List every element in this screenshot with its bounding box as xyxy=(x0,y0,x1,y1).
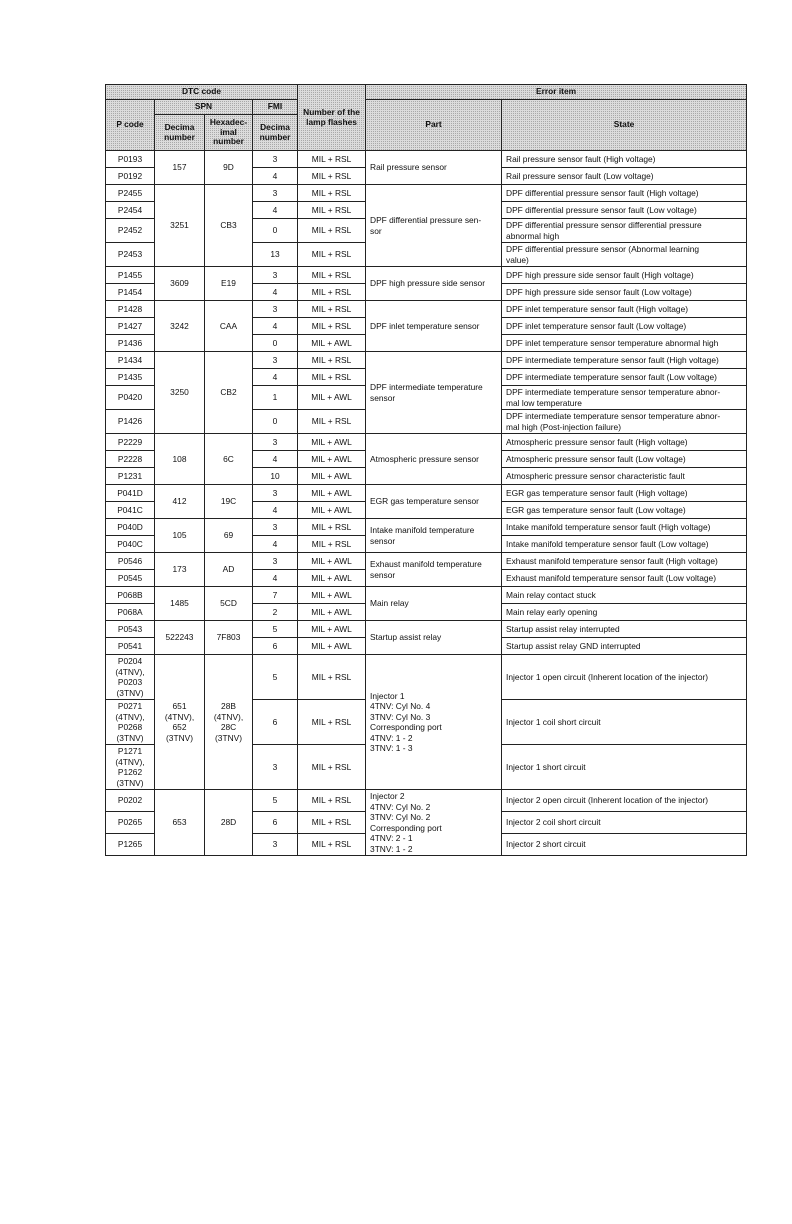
lamp-flashes-cell: MIL + AWL xyxy=(298,604,366,621)
header-spn: SPN xyxy=(155,100,253,115)
lamp-flashes-cell: MIL + RSL xyxy=(298,185,366,202)
state-cell: DPF inlet temperature sensor temperature abnormal high xyxy=(502,335,747,352)
state-cell: DPF differential pressure sensor (Abnormal learning value) xyxy=(502,243,747,267)
p-code-cell: P068A xyxy=(106,604,155,621)
fmi-cell: 3 xyxy=(253,485,298,502)
lamp-flashes-cell: MIL + RSL xyxy=(298,151,366,168)
spn-hex-cell: CB2 xyxy=(205,352,253,434)
spn-hex-cell: 28B (4TNV), 28C (3TNV) xyxy=(205,655,253,790)
fmi-cell: 4 xyxy=(253,202,298,219)
part-cell: Exhaust manifold temperature sensor xyxy=(366,553,502,587)
part-cell: Injector 1 4TNV: Cyl No. 4 3TNV: Cyl No. 3 Corresponding port 4TNV: 1 - 2 3TNV: 1 - 3 xyxy=(366,655,502,790)
fmi-cell: 5 xyxy=(253,790,298,812)
state-cell: Injector 2 short circuit xyxy=(502,834,747,856)
state-cell: Injector 1 open circuit (Inherent location of the injector) xyxy=(502,655,747,700)
state-cell: DPF intermediate temperature sensor fault (Low voltage) xyxy=(502,369,747,386)
lamp-flashes-cell: MIL + RSL xyxy=(298,700,366,745)
fmi-cell: 3 xyxy=(253,519,298,536)
p-code-cell: P0543 xyxy=(106,621,155,638)
state-cell: Atmospheric pressure sensor fault (Low voltage) xyxy=(502,451,747,468)
p-code-cell: P0271 (4TNV), P0268 (3TNV) xyxy=(106,700,155,745)
table-row xyxy=(106,621,747,638)
lamp-flashes-cell: MIL + AWL xyxy=(298,553,366,570)
state-cell: Atmospheric pressure sensor characteristic fault xyxy=(502,468,747,485)
p-code-cell: P1426 xyxy=(106,410,155,434)
part-cell: Injector 2 4TNV: Cyl No. 2 3TNV: Cyl No. 2 Corresponding port 4TNV: 2 - 1 3TNV: 1 - 2 xyxy=(366,790,502,856)
part-cell: Intake manifold temperature sensor xyxy=(366,519,502,553)
part-cell: Startup assist relay xyxy=(366,621,502,655)
part-cell: DPF intermediate temperature sensor xyxy=(366,352,502,434)
lamp-flashes-cell: MIL + RSL xyxy=(298,267,366,284)
table-row xyxy=(106,185,747,202)
header-part: Part xyxy=(366,100,502,151)
p-code-cell: P2229 xyxy=(106,434,155,451)
p-code-cell: P040C xyxy=(106,536,155,553)
state-cell: Main relay early opening xyxy=(502,604,747,621)
state-cell: DPF differential pressure sensor fault (Low voltage) xyxy=(502,202,747,219)
lamp-flashes-cell: MIL + AWL xyxy=(298,386,366,410)
fmi-cell: 3 xyxy=(253,352,298,369)
state-cell: Injector 1 coil short circuit xyxy=(502,700,747,745)
p-code-cell: P040D xyxy=(106,519,155,536)
fmi-cell: 0 xyxy=(253,335,298,352)
p-code-cell: P0541 xyxy=(106,638,155,655)
state-cell: Rail pressure sensor fault (High voltage) xyxy=(502,151,747,168)
spn-decimal-cell: 3609 xyxy=(155,267,205,301)
fmi-cell: 3 xyxy=(253,834,298,856)
header-fmi-decimal: Decima number xyxy=(253,115,298,151)
fmi-cell: 4 xyxy=(253,284,298,301)
p-code-cell: P1428 xyxy=(106,301,155,318)
p-code-cell: P0545 xyxy=(106,570,155,587)
fmi-cell: 4 xyxy=(253,502,298,519)
lamp-flashes-cell: MIL + RSL xyxy=(298,219,366,243)
lamp-flashes-cell: MIL + RSL xyxy=(298,202,366,219)
lamp-flashes-cell: MIL + AWL xyxy=(298,451,366,468)
p-code-cell: P0193 xyxy=(106,151,155,168)
lamp-flashes-cell: MIL + RSL xyxy=(298,410,366,434)
p-code-cell: P2228 xyxy=(106,451,155,468)
spn-decimal-cell: 3251 xyxy=(155,185,205,267)
state-cell: Startup assist relay interrupted xyxy=(502,621,747,638)
state-cell: DPF high pressure side sensor fault (Low voltage) xyxy=(502,284,747,301)
state-cell: Injector 1 short circuit xyxy=(502,745,747,790)
lamp-flashes-cell: MIL + RSL xyxy=(298,834,366,856)
part-cell: DPF high pressure side sensor xyxy=(366,267,502,301)
table-row xyxy=(106,267,747,284)
lamp-flashes-cell: MIL + RSL xyxy=(298,790,366,812)
lamp-flashes-cell: MIL + RSL xyxy=(298,745,366,790)
lamp-flashes-cell: MIL + RSL xyxy=(298,536,366,553)
lamp-flashes-cell: MIL + AWL xyxy=(298,468,366,485)
p-code-cell: P041D xyxy=(106,485,155,502)
spn-decimal-cell: 105 xyxy=(155,519,205,553)
lamp-flashes-cell: MIL + RSL xyxy=(298,655,366,700)
table-body xyxy=(106,151,747,856)
table-row xyxy=(106,352,747,369)
state-cell: Intake manifold temperature sensor fault (High voltage) xyxy=(502,519,747,536)
lamp-flashes-cell: MIL + AWL xyxy=(298,502,366,519)
spn-decimal-cell: 1485 xyxy=(155,587,205,621)
p-code-cell: P1271 (4TNV), P1262 (3TNV) xyxy=(106,745,155,790)
header-lamp-flashes: Number of the lamp flashes xyxy=(298,85,366,151)
fmi-cell: 3 xyxy=(253,301,298,318)
lamp-flashes-cell: MIL + RSL xyxy=(298,369,366,386)
part-cell: DPF inlet temperature sensor xyxy=(366,301,502,352)
state-cell: Exhaust manifold temperature sensor fault (High voltage) xyxy=(502,553,747,570)
dtc-table xyxy=(105,84,747,856)
state-cell: Rail pressure sensor fault (Low voltage) xyxy=(502,168,747,185)
table-row xyxy=(106,655,747,700)
table-row xyxy=(106,151,747,168)
spn-decimal-cell: 522243 xyxy=(155,621,205,655)
part-cell: Main relay xyxy=(366,587,502,621)
p-code-cell: P1434 xyxy=(106,352,155,369)
fmi-cell: 4 xyxy=(253,570,298,587)
lamp-flashes-cell: MIL + AWL xyxy=(298,570,366,587)
p-code-cell: P2454 xyxy=(106,202,155,219)
spn-hex-cell: 5CD xyxy=(205,587,253,621)
table-row xyxy=(106,553,747,570)
part-cell: EGR gas temperature sensor xyxy=(366,485,502,519)
p-code-cell: P1454 xyxy=(106,284,155,301)
fmi-cell: 4 xyxy=(253,168,298,185)
table-row xyxy=(106,519,747,536)
p-code-cell: P1455 xyxy=(106,267,155,284)
lamp-flashes-cell: MIL + AWL xyxy=(298,335,366,352)
fmi-cell: 6 xyxy=(253,700,298,745)
spn-decimal-cell: 651 (4TNV), 652 (3TNV) xyxy=(155,655,205,790)
state-cell: DPF inlet temperature sensor fault (Low voltage) xyxy=(502,318,747,335)
spn-hex-cell: 9D xyxy=(205,151,253,185)
state-cell: DPF differential pressure sensor differential pressure abnormal high xyxy=(502,219,747,243)
spn-decimal-cell: 108 xyxy=(155,434,205,485)
fmi-cell: 0 xyxy=(253,410,298,434)
spn-decimal-cell: 3250 xyxy=(155,352,205,434)
p-code-cell: P0204 (4TNV), P0203 (3TNV) xyxy=(106,655,155,700)
spn-decimal-cell: 157 xyxy=(155,151,205,185)
lamp-flashes-cell: MIL + RSL xyxy=(298,243,366,267)
p-code-cell: P068B xyxy=(106,587,155,604)
fmi-cell: 4 xyxy=(253,369,298,386)
lamp-flashes-cell: MIL + RSL xyxy=(298,284,366,301)
p-code-cell: P2452 xyxy=(106,219,155,243)
fmi-cell: 3 xyxy=(253,553,298,570)
fmi-cell: 3 xyxy=(253,745,298,790)
state-cell: Atmospheric pressure sensor fault (High voltage) xyxy=(502,434,747,451)
lamp-flashes-cell: MIL + RSL xyxy=(298,168,366,185)
fmi-cell: 3 xyxy=(253,267,298,284)
state-cell: Injector 2 coil short circuit xyxy=(502,812,747,834)
state-cell: EGR gas temperature sensor fault (High voltage) xyxy=(502,485,747,502)
p-code-cell: P1231 xyxy=(106,468,155,485)
state-cell: DPF intermediate temperature sensor temperature abnor- mal low temperature xyxy=(502,386,747,410)
state-cell: Main relay contact stuck xyxy=(502,587,747,604)
spn-decimal-cell: 653 xyxy=(155,790,205,856)
spn-hex-cell: AD xyxy=(205,553,253,587)
part-cell: Rail pressure sensor xyxy=(366,151,502,185)
fmi-cell: 3 xyxy=(253,434,298,451)
p-code-cell: P041C xyxy=(106,502,155,519)
header-spn-hex: Hexadec-imal number xyxy=(205,115,253,151)
p-code-cell: P0202 xyxy=(106,790,155,812)
p-code-cell: P2455 xyxy=(106,185,155,202)
spn-decimal-cell: 3242 xyxy=(155,301,205,352)
spn-hex-cell: 19C xyxy=(205,485,253,519)
state-cell: Exhaust manifold temperature sensor fault (Low voltage) xyxy=(502,570,747,587)
header-fmi: FMI xyxy=(253,100,298,115)
lamp-flashes-cell: MIL + AWL xyxy=(298,485,366,502)
p-code-cell: P0420 xyxy=(106,386,155,410)
fmi-cell: 5 xyxy=(253,655,298,700)
fmi-cell: 4 xyxy=(253,451,298,468)
table-row xyxy=(106,485,747,502)
fmi-cell: 7 xyxy=(253,587,298,604)
part-cell: Atmospheric pressure sensor xyxy=(366,434,502,485)
header-spn-decimal: Decima number xyxy=(155,115,205,151)
state-cell: EGR gas temperature sensor fault (Low voltage) xyxy=(502,502,747,519)
part-cell: DPF differential pressure sen- sor xyxy=(366,185,502,267)
state-cell: DPF intermediate temperature sensor fault (High voltage) xyxy=(502,352,747,369)
lamp-flashes-cell: MIL + AWL xyxy=(298,434,366,451)
spn-hex-cell: CB3 xyxy=(205,185,253,267)
fmi-cell: 3 xyxy=(253,185,298,202)
lamp-flashes-cell: MIL + RSL xyxy=(298,812,366,834)
table-row xyxy=(106,587,747,604)
fmi-cell: 6 xyxy=(253,812,298,834)
fmi-cell: 6 xyxy=(253,638,298,655)
header-p-code: P code xyxy=(106,100,155,151)
table-header xyxy=(106,85,747,151)
lamp-flashes-cell: MIL + RSL xyxy=(298,301,366,318)
header-dtc-code: DTC code xyxy=(106,85,298,100)
lamp-flashes-cell: MIL + RSL xyxy=(298,519,366,536)
spn-hex-cell: E19 xyxy=(205,267,253,301)
header-error-item: Error item xyxy=(366,85,747,100)
p-code-cell: P1435 xyxy=(106,369,155,386)
fmi-cell: 13 xyxy=(253,243,298,267)
fmi-cell: 4 xyxy=(253,536,298,553)
spn-decimal-cell: 173 xyxy=(155,553,205,587)
state-cell: Injector 2 open circuit (Inherent location of the injector) xyxy=(502,790,747,812)
spn-hex-cell: 7F803 xyxy=(205,621,253,655)
fmi-cell: 3 xyxy=(253,151,298,168)
table-row xyxy=(106,790,747,812)
spn-hex-cell: 28D xyxy=(205,790,253,856)
fmi-cell: 4 xyxy=(253,318,298,335)
p-code-cell: P1265 xyxy=(106,834,155,856)
p-code-cell: P0265 xyxy=(106,812,155,834)
spn-hex-cell: 6C xyxy=(205,434,253,485)
fmi-cell: 5 xyxy=(253,621,298,638)
spn-hex-cell: CAA xyxy=(205,301,253,352)
lamp-flashes-cell: MIL + RSL xyxy=(298,352,366,369)
lamp-flashes-cell: MIL + AWL xyxy=(298,638,366,655)
p-code-cell: P2453 xyxy=(106,243,155,267)
fmi-cell: 2 xyxy=(253,604,298,621)
header-state: State xyxy=(502,100,747,151)
lamp-flashes-cell: MIL + RSL xyxy=(298,318,366,335)
fmi-cell: 1 xyxy=(253,386,298,410)
lamp-flashes-cell: MIL + AWL xyxy=(298,587,366,604)
state-cell: DPF inlet temperature sensor fault (High voltage) xyxy=(502,301,747,318)
spn-decimal-cell: 412 xyxy=(155,485,205,519)
lamp-flashes-cell: MIL + AWL xyxy=(298,621,366,638)
p-code-cell: P0546 xyxy=(106,553,155,570)
p-code-cell: P0192 xyxy=(106,168,155,185)
state-cell: DPF high pressure side sensor fault (High voltage) xyxy=(502,267,747,284)
state-cell: Startup assist relay GND interrupted xyxy=(502,638,747,655)
state-cell: Intake manifold temperature sensor fault (Low voltage) xyxy=(502,536,747,553)
p-code-cell: P1436 xyxy=(106,335,155,352)
state-cell: DPF differential pressure sensor fault (High voltage) xyxy=(502,185,747,202)
fmi-cell: 10 xyxy=(253,468,298,485)
state-cell: DPF intermediate temperature sensor temperature abnor- mal high (Post-injection failure) xyxy=(502,410,747,434)
spn-hex-cell: 69 xyxy=(205,519,253,553)
fmi-cell: 0 xyxy=(253,219,298,243)
table-row xyxy=(106,434,747,451)
p-code-cell: P1427 xyxy=(106,318,155,335)
table-row xyxy=(106,301,747,318)
